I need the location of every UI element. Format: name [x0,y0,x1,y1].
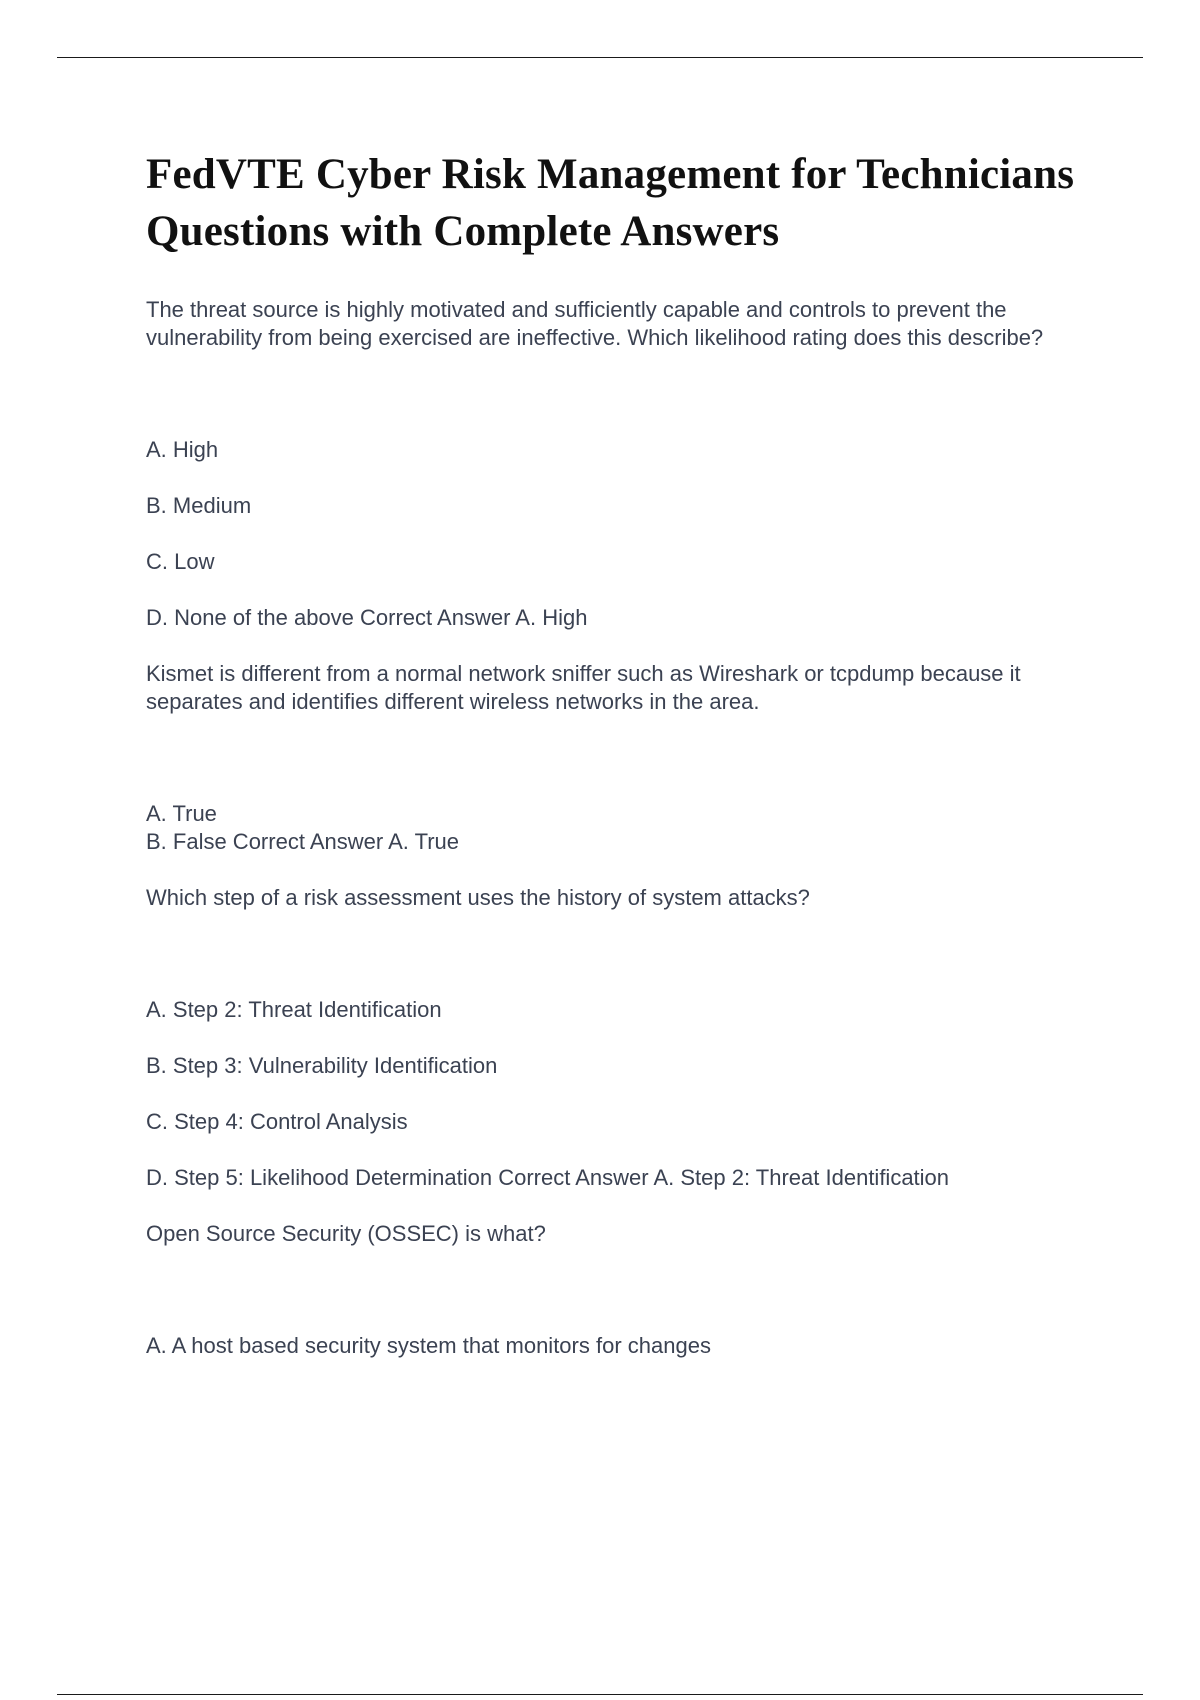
top-rule [57,57,1143,58]
question-1-option-a: A. High [146,437,219,462]
question-3-option-b: B. Step 3: Vulnerability Identification [146,1053,498,1078]
question-2-prompt: Kismet is different from a normal network sniffer such as Wireshark or tcpdump because it separates and identifies different wireless networks in the area. [146,661,1027,714]
spacer [146,1248,1106,1332]
question-4-option-a: A. A host based security system that monitors for changes [146,1333,711,1358]
document-title: FedVTE Cyber Risk Management for Technicians Questions with Complete Answers [146,151,1075,255]
question-3-option-c: C. Step 4: Control Analysis [146,1109,408,1134]
spacer [146,716,1106,800]
question-1-option-b: B. Medium [146,493,252,518]
bottom-rule [57,1694,1143,1695]
question-4-prompt: Open Source Security (OSSEC) is what? [146,1221,546,1246]
question-1-options [146,436,1106,632]
spacer [146,912,1106,996]
question-1-option-d: D. None of the above Correct Answer A. High [146,605,588,630]
question-2-option-b: B. False Correct Answer A. True [146,829,460,854]
question-3-option-d: D. Step 5: Likelihood Determination Correct Answer A. Step 2: Threat Identification [146,1165,950,1190]
question-3-prompt: Which step of a risk assessment uses the history of system attacks? [146,885,810,910]
spacer [146,352,1106,436]
question-1-prompt: The threat source is highly motivated and sufficiently capable and controls to prevent the vulnerability from being exercised are ineffective. Which likelihood rating does this describe? [146,297,1044,350]
question-3-options [146,996,1106,1192]
question-4-options [146,1332,1106,1360]
question-2-options [146,800,1106,856]
document-body [146,146,1106,1360]
question-3-option-a: A. Step 2: Threat Identification [146,997,442,1022]
question-1-option-c: C. Low [146,549,215,574]
question-2-option-a: A. True [146,801,217,826]
